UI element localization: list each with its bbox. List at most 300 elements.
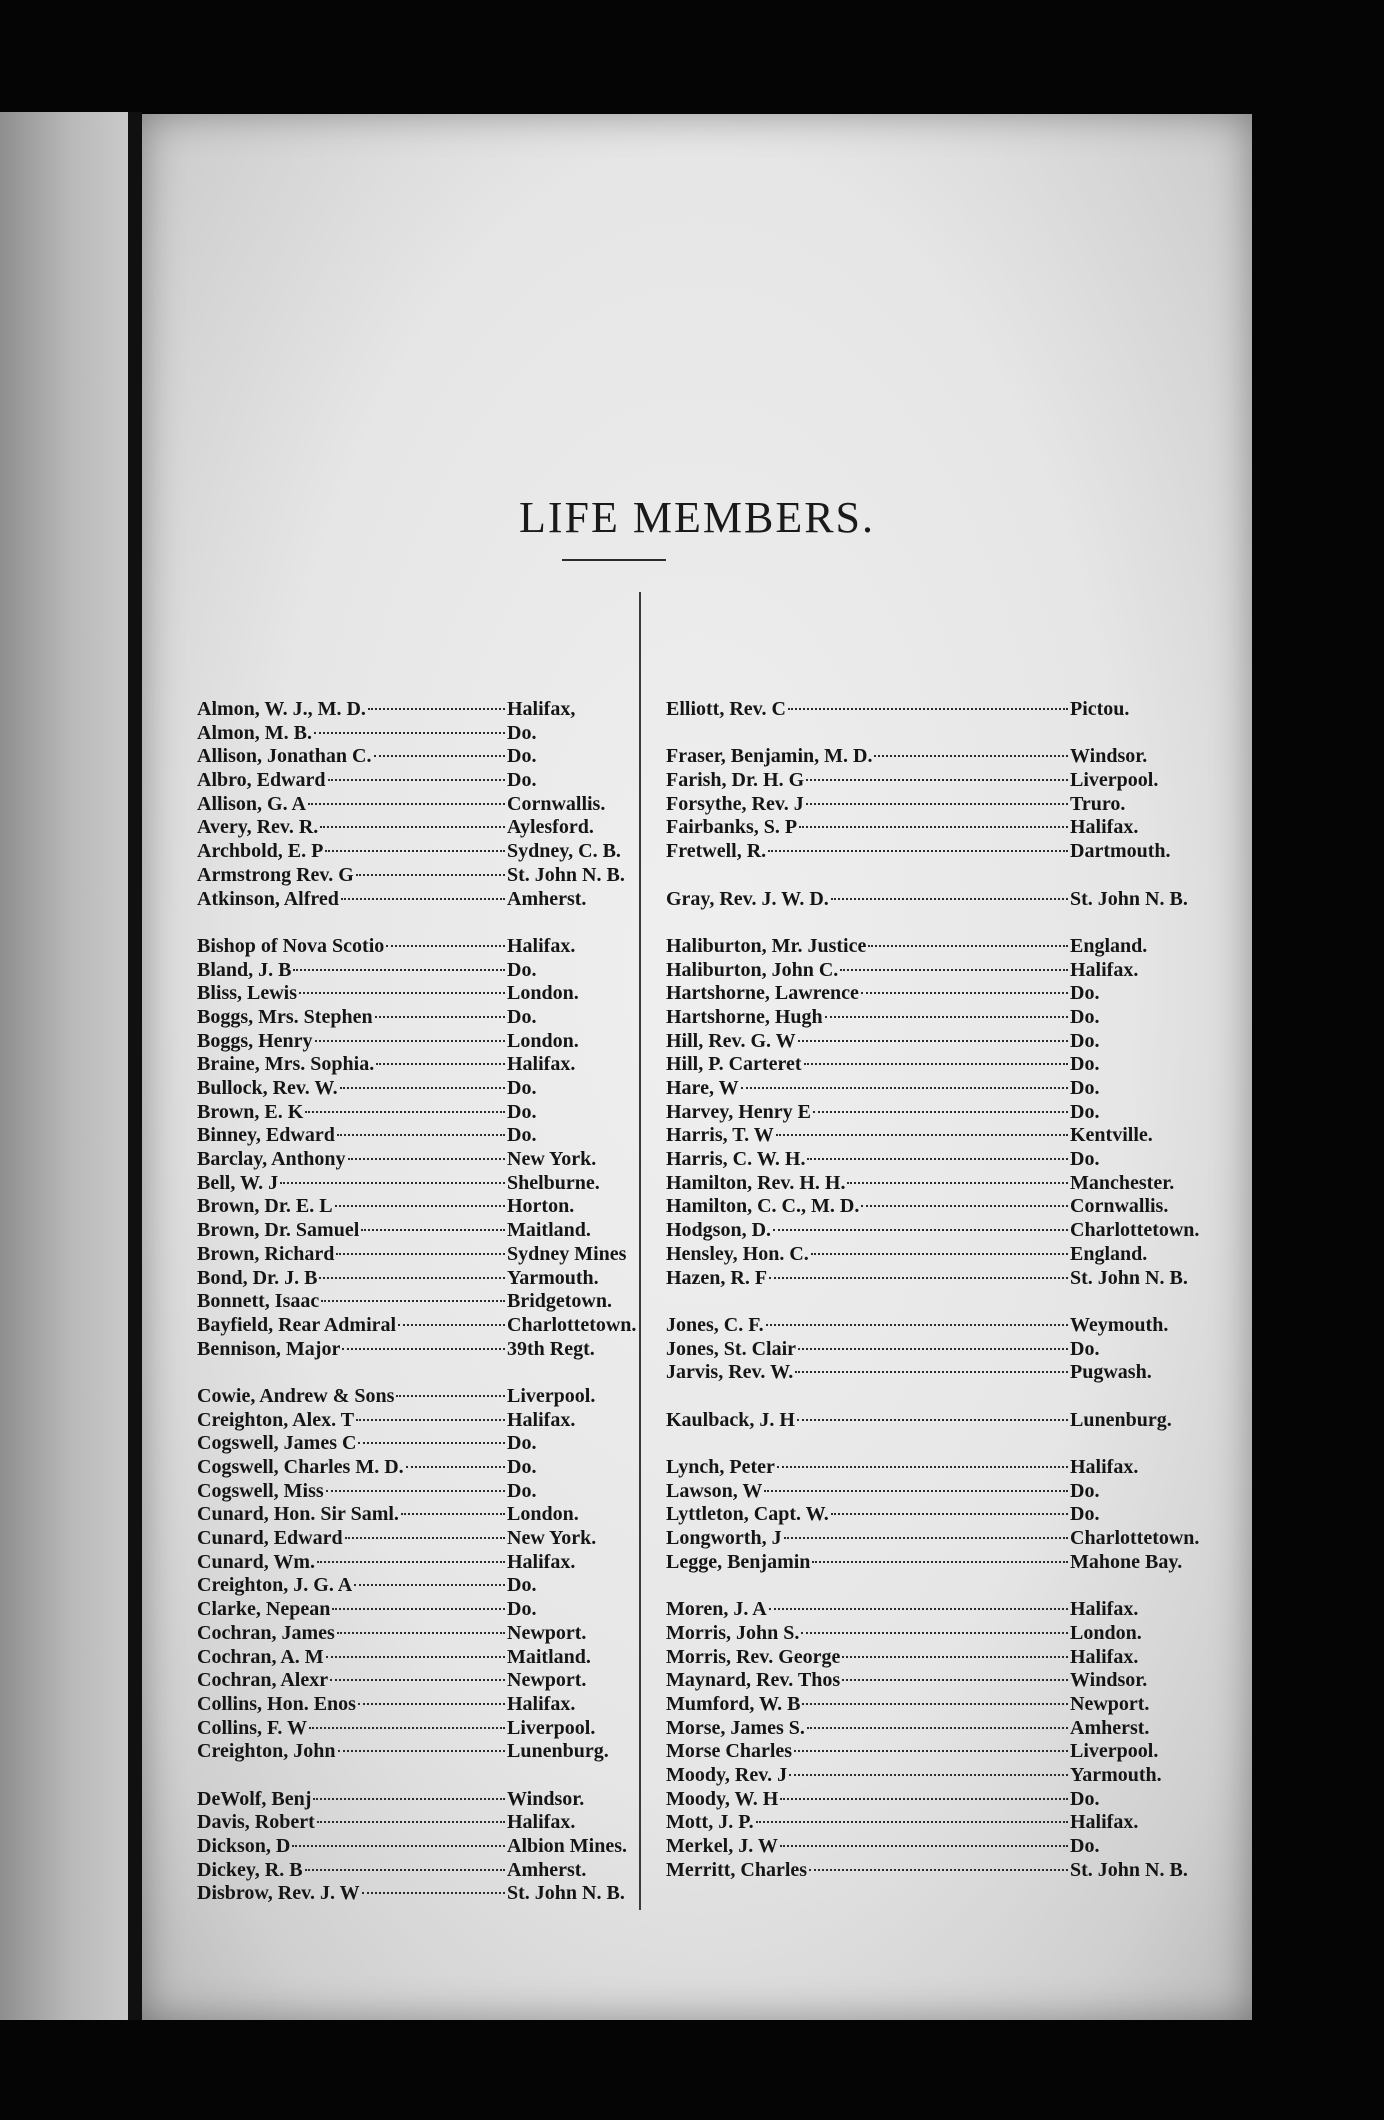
member-place: St. John N. B. [1070, 887, 1188, 910]
dot-leader [776, 1134, 1068, 1136]
member-name: Cochran, Alexr [197, 1669, 329, 1692]
member-name: Lynch, Peter [666, 1456, 775, 1478]
member-entry [197, 1385, 667, 1409]
member-name: Armstrong Rev. G [197, 863, 354, 886]
member-name: Almon, M. B. [197, 721, 312, 744]
member-name: Bell, W. J [197, 1171, 279, 1194]
member-place: New York. [507, 1148, 597, 1171]
member-place: Do. [1070, 1503, 1100, 1526]
member-place: St. John N. B. [507, 1882, 625, 1905]
member-place: Halifax. [1070, 958, 1139, 981]
member-entry [197, 1574, 667, 1598]
member-name: Kaulback, J. H [666, 1408, 795, 1431]
dot-leader [305, 1111, 505, 1113]
member-entry [197, 1338, 667, 1362]
dot-leader [299, 992, 505, 994]
page-title: LIFE MEMBERS. [518, 493, 876, 542]
dot-leader [768, 850, 1068, 852]
dot-leader [328, 779, 505, 781]
member-place: Do. [507, 1124, 537, 1147]
member-name: Hill, Rev. G. W [666, 1029, 796, 1052]
member-entry [666, 1646, 1226, 1670]
member-place: Albion Mines. [507, 1835, 628, 1857]
dot-leader [320, 826, 505, 828]
member-entry [666, 1314, 1226, 1338]
member-entry [666, 1006, 1226, 1030]
member-entry [197, 1267, 667, 1291]
member-entry [197, 1788, 667, 1812]
member-name: Jones, St. Clair [666, 1337, 796, 1360]
dot-leader [292, 1845, 505, 1847]
dot-leader [780, 1845, 1068, 1847]
member-name: Davis, Robert [197, 1811, 315, 1834]
member-name: Hensley, Hon. C. [666, 1242, 809, 1265]
member-name: Cochran, A. M [197, 1645, 324, 1668]
member-name: Boggs, Mrs. Stephen [197, 1005, 373, 1028]
member-place: Halifax. [507, 934, 576, 957]
member-entry [666, 982, 1226, 1006]
member-place: Do. [1070, 1148, 1100, 1171]
member-place: Do. [507, 721, 537, 744]
member-entry [666, 1598, 1226, 1622]
member-entry [666, 1409, 1226, 1433]
member-name: Hamilton, C. C., M. D. [666, 1195, 860, 1218]
member-place: Windsor. [1070, 1669, 1148, 1692]
dot-leader [764, 1490, 1068, 1492]
member-name: Harris, C. W. H. [666, 1148, 806, 1171]
member-name: Allison, Jonathan C. [197, 745, 372, 768]
member-name: Merkel, J. W [666, 1835, 778, 1857]
member-place: Do. [1070, 1029, 1100, 1052]
member-place: Do. [1070, 1787, 1100, 1810]
dot-leader [358, 1703, 505, 1705]
member-place: Charlottetown. [1070, 1219, 1200, 1242]
member-place: London. [507, 1029, 579, 1052]
list-gap [666, 864, 1226, 888]
member-place: Do. [507, 1005, 537, 1028]
member-name: Hodgson, D. [666, 1219, 772, 1242]
member-place: Do. [1070, 982, 1100, 1005]
member-name: Cunard, Edward [197, 1527, 343, 1550]
member-place: Halifax. [507, 1408, 576, 1431]
member-entry [666, 1859, 1226, 1883]
member-name: Hazen, R. F [666, 1266, 768, 1289]
dot-leader [342, 1348, 505, 1350]
dot-leader [807, 1158, 1068, 1160]
member-place: Do. [507, 1456, 537, 1478]
member-entry [197, 1859, 667, 1883]
member-place: Halifax. [1070, 1598, 1139, 1621]
member-entry [197, 1693, 667, 1717]
member-place: Newport. [1070, 1692, 1150, 1715]
dot-leader [773, 1229, 1068, 1231]
member-entry [666, 793, 1226, 817]
dot-leader [741, 1087, 1068, 1089]
member-entry [197, 1835, 667, 1859]
dot-leader [309, 1727, 505, 1729]
dot-leader [811, 1253, 1068, 1255]
member-place: Halifax. [1070, 1456, 1139, 1478]
dot-leader [308, 803, 505, 805]
dot-leader [777, 1466, 1068, 1468]
dot-leader [798, 1040, 1068, 1042]
member-name: Braine, Mrs. Sophia. [197, 1053, 375, 1076]
dot-leader [406, 1466, 505, 1468]
member-name: Elliott, Rev. C [666, 698, 786, 720]
member-name: Longworth, J [666, 1527, 782, 1550]
dot-leader [789, 1774, 1068, 1776]
member-place: Do. [1070, 1337, 1100, 1360]
member-name: Brown, E. K [197, 1100, 304, 1123]
member-entry [666, 1456, 1226, 1480]
member-name: Hartshorne, Lawrence [666, 982, 859, 1005]
dot-leader [315, 1040, 505, 1042]
member-name: Collins, Hon. Enos [197, 1692, 356, 1715]
member-place: Maitland. [507, 1645, 591, 1668]
list-gap [666, 1432, 1226, 1456]
member-entry [197, 1480, 667, 1504]
member-entry [666, 1693, 1226, 1717]
member-entry [666, 1195, 1226, 1219]
member-name: Harvey, Henry E [666, 1100, 811, 1123]
document-page [142, 114, 1252, 2020]
member-name: Jarvis, Rev. W. [666, 1361, 794, 1384]
dot-leader [780, 1798, 1068, 1800]
member-name: Barclay, Anthony [197, 1148, 346, 1171]
member-place: Do. [1070, 1100, 1100, 1123]
member-place: Mahone Bay. [1070, 1550, 1183, 1573]
member-name: Collins, F. W [197, 1716, 308, 1739]
member-entry [666, 1788, 1226, 1812]
member-name: Moody, W. H [666, 1787, 779, 1810]
member-entry [666, 1740, 1226, 1764]
member-entry [197, 1646, 667, 1670]
dot-leader [326, 1490, 505, 1492]
member-place: New York. [507, 1527, 597, 1550]
member-name: Cochran, James [197, 1621, 335, 1644]
member-place: England. [1070, 1242, 1148, 1265]
member-entry [197, 1053, 667, 1077]
member-name: Hare, W [666, 1077, 739, 1099]
dot-leader [325, 850, 505, 852]
member-name: Morse Charles [666, 1740, 793, 1763]
member-place: England. [1070, 934, 1148, 957]
member-entry [666, 745, 1226, 769]
dot-leader [794, 1750, 1068, 1752]
member-name: Morse, James S. [666, 1716, 805, 1739]
dot-leader [341, 898, 505, 900]
member-name: Brown, Richard [197, 1242, 335, 1265]
member-name: Bland, J. B [197, 958, 292, 981]
member-place: Halifax, [507, 698, 576, 720]
dot-leader [337, 1134, 505, 1136]
member-place: Lunenburg. [507, 1740, 609, 1763]
member-entry [197, 864, 667, 888]
dot-leader [766, 1324, 1068, 1326]
member-name: Gray, Rev. J. W. D. [666, 887, 829, 910]
list-gap [666, 1574, 1226, 1598]
dot-leader [317, 1561, 505, 1563]
member-name: Cunard, Wm. [197, 1550, 315, 1573]
member-name: Bonnett, Isaac [197, 1290, 320, 1313]
member-name: Bliss, Lewis [197, 982, 298, 1005]
dot-leader [784, 1537, 1068, 1539]
member-place: Amherst. [507, 887, 587, 910]
member-name: Creighton, John [197, 1740, 336, 1763]
member-entry [666, 1835, 1226, 1859]
left-member-list [197, 698, 667, 1906]
member-place: Aylesford. [507, 816, 594, 839]
member-name: Cogswell, Miss [197, 1479, 324, 1502]
member-place: Kentville. [1070, 1124, 1153, 1147]
member-name: Brown, Dr. E. L [197, 1195, 333, 1218]
member-entry [666, 1219, 1226, 1243]
member-place: Newport. [507, 1669, 587, 1692]
member-entry [666, 1622, 1226, 1646]
member-place: Amherst. [1070, 1716, 1150, 1739]
member-entry [197, 816, 667, 840]
dot-leader [396, 1395, 505, 1397]
member-entry [666, 959, 1226, 983]
member-entry [197, 1172, 667, 1196]
member-entry [666, 1527, 1226, 1551]
member-name: Farish, Dr. H. G [666, 769, 805, 792]
member-entry [197, 1456, 667, 1480]
member-entry [197, 1101, 667, 1125]
member-place: Liverpool. [507, 1384, 596, 1407]
member-entry [666, 1764, 1226, 1788]
binding-rule [128, 112, 142, 2020]
member-entry [666, 1361, 1226, 1385]
member-entry [197, 888, 667, 912]
member-name: Haliburton, John C. [666, 958, 839, 981]
member-name: Merritt, Charles [666, 1858, 808, 1881]
member-entry [666, 935, 1226, 959]
dot-leader [362, 1892, 505, 1894]
right-member-list [666, 698, 1226, 1882]
dot-leader [293, 969, 505, 971]
dot-leader [861, 1205, 1068, 1207]
member-entry [197, 1195, 667, 1219]
list-gap [666, 722, 1226, 746]
member-name: Disbrow, Rev. J. W [197, 1882, 360, 1905]
member-place: Do. [1070, 1053, 1100, 1076]
dot-leader [799, 826, 1068, 828]
dot-leader [326, 1656, 505, 1658]
member-name: Cogswell, James C [197, 1432, 357, 1455]
list-gap [666, 1385, 1226, 1409]
dot-leader [280, 1182, 505, 1184]
member-entry [197, 959, 667, 983]
member-place: Do. [507, 1574, 537, 1597]
member-place: Do. [507, 1432, 537, 1455]
member-name: Atkinson, Alfred [197, 887, 339, 910]
member-entry [666, 1053, 1226, 1077]
member-name: Bayfield, Rear Admiral [197, 1313, 397, 1336]
dot-leader [319, 1277, 505, 1279]
member-entry [197, 769, 667, 793]
member-entry [197, 1669, 667, 1693]
member-entry [197, 1503, 667, 1527]
member-name: Mumford, W. B [666, 1692, 801, 1715]
member-place: Do. [507, 1100, 537, 1123]
member-name: Avery, Rev. R. [197, 816, 319, 839]
member-entry [666, 1243, 1226, 1267]
dot-leader [348, 1158, 505, 1160]
dot-leader [336, 1253, 505, 1255]
member-place: Do. [507, 1479, 537, 1502]
member-entry [197, 1077, 667, 1101]
member-place: Pictou. [1070, 698, 1130, 720]
member-place: Do. [1070, 1835, 1100, 1857]
dot-leader [314, 732, 505, 734]
list-gap [197, 1764, 667, 1788]
member-place: Liverpool. [507, 1716, 596, 1739]
member-entry [197, 1598, 667, 1622]
member-name: Dickey, R. B [197, 1858, 303, 1881]
member-entry [197, 745, 667, 769]
member-place: Do. [507, 745, 537, 768]
member-place: Windsor. [1070, 745, 1148, 768]
member-entry [197, 840, 667, 864]
member-entry [197, 793, 667, 817]
dot-leader [338, 1750, 505, 1752]
member-place: Horton. [507, 1195, 575, 1218]
dot-leader [806, 779, 1068, 781]
dot-leader [361, 1229, 505, 1231]
member-place: Halifax. [1070, 1645, 1139, 1668]
member-name: Fraser, Benjamin, M. D. [666, 745, 873, 768]
member-place: Manchester. [1070, 1171, 1175, 1194]
dot-leader [795, 1371, 1068, 1373]
member-entry [197, 1882, 667, 1906]
dot-leader [756, 1821, 1068, 1823]
member-name: Fretwell, R. [666, 840, 767, 863]
member-place: London. [1070, 1621, 1142, 1644]
dot-leader [368, 708, 505, 710]
dot-leader [340, 1087, 505, 1089]
dot-leader [825, 1016, 1068, 1018]
dot-leader [807, 1727, 1068, 1729]
member-entry [197, 698, 667, 722]
member-entry [666, 1480, 1226, 1504]
member-place: Sydney, C. B. [507, 840, 621, 863]
dot-leader [374, 755, 506, 757]
dot-leader [769, 1608, 1068, 1610]
dot-leader [330, 1679, 505, 1681]
member-place: Yarmouth. [507, 1266, 599, 1289]
member-entry [666, 1077, 1226, 1101]
member-place: Liverpool. [1070, 769, 1159, 792]
list-gap [197, 1361, 667, 1385]
member-entry [197, 1219, 667, 1243]
member-entry [197, 1622, 667, 1646]
dot-leader [376, 1063, 505, 1065]
member-entry [666, 1551, 1226, 1575]
adjacent-page-edge [0, 112, 128, 2020]
member-place: Halifax. [1070, 1811, 1139, 1834]
dot-leader [831, 898, 1068, 900]
dot-leader [356, 1419, 505, 1421]
member-place: London. [507, 982, 579, 1005]
member-entry [666, 1669, 1226, 1693]
member-name: Almon, W. J., M. D. [197, 698, 366, 720]
member-entry [197, 982, 667, 1006]
member-name: Binney, Edward [197, 1124, 335, 1147]
dot-leader [398, 1324, 505, 1326]
dot-leader [332, 1608, 505, 1610]
dot-leader [321, 1300, 505, 1302]
dot-leader [842, 1679, 1068, 1681]
member-place: Newport. [507, 1621, 587, 1644]
member-place: Do. [507, 769, 537, 792]
dot-leader [804, 1063, 1068, 1065]
dot-leader [861, 992, 1068, 994]
dot-leader [831, 1513, 1068, 1515]
member-place: St. John N. B. [1070, 1266, 1188, 1289]
dot-leader [354, 1584, 505, 1586]
member-entry [197, 722, 667, 746]
member-entry [666, 1267, 1226, 1291]
member-name: Bullock, Rev. W. [197, 1077, 338, 1099]
member-place: Charlottetown. [507, 1313, 637, 1336]
member-name: Archbold, E. P [197, 840, 324, 863]
member-place: Charlottetown. [1070, 1527, 1200, 1550]
member-place: Dartmouth. [1070, 840, 1171, 863]
member-place: Halifax. [507, 1811, 576, 1834]
member-name: Fairbanks, S. P [666, 816, 798, 839]
member-name: Lyttleton, Capt. W. [666, 1503, 829, 1526]
dot-leader [801, 1632, 1068, 1634]
member-entry [197, 1409, 667, 1433]
title-underline [562, 559, 666, 561]
member-entry [666, 840, 1226, 864]
member-entry [197, 1243, 667, 1267]
member-place: Lunenburg. [1070, 1408, 1172, 1431]
dot-leader [802, 1703, 1068, 1705]
member-entry [666, 1101, 1226, 1125]
member-entry [197, 1148, 667, 1172]
dot-leader [797, 1419, 1068, 1421]
member-entry [666, 1030, 1226, 1054]
dot-leader [874, 755, 1068, 757]
member-name: Dickson, D [197, 1835, 291, 1857]
member-place: Maitland. [507, 1219, 591, 1242]
member-place: Truro. [1070, 792, 1126, 815]
member-place: Windsor. [507, 1787, 585, 1810]
dot-leader [842, 1656, 1068, 1658]
member-entry [197, 1551, 667, 1575]
member-name: Albro, Edward [197, 769, 326, 792]
member-name: Forsythe, Rev. J [666, 792, 804, 815]
member-name: Morris, John S. [666, 1621, 800, 1644]
member-entry [666, 888, 1226, 912]
dot-leader [375, 1016, 505, 1018]
member-name: Maynard, Rev. Thos [666, 1669, 841, 1692]
member-entry [666, 1172, 1226, 1196]
dot-leader [345, 1537, 505, 1539]
member-entry [666, 1717, 1226, 1741]
member-place: Do. [507, 1077, 537, 1099]
member-entry [666, 1124, 1226, 1148]
member-place: Halifax. [1070, 816, 1139, 839]
member-place: St. John N. B. [1070, 1858, 1188, 1881]
dot-leader [337, 1632, 505, 1634]
member-entry [197, 1527, 667, 1551]
member-name: Hartshorne, Hugh [666, 1005, 823, 1028]
member-name: Creighton, J. G. A [197, 1574, 353, 1597]
member-place: St. John N. B. [507, 863, 625, 886]
